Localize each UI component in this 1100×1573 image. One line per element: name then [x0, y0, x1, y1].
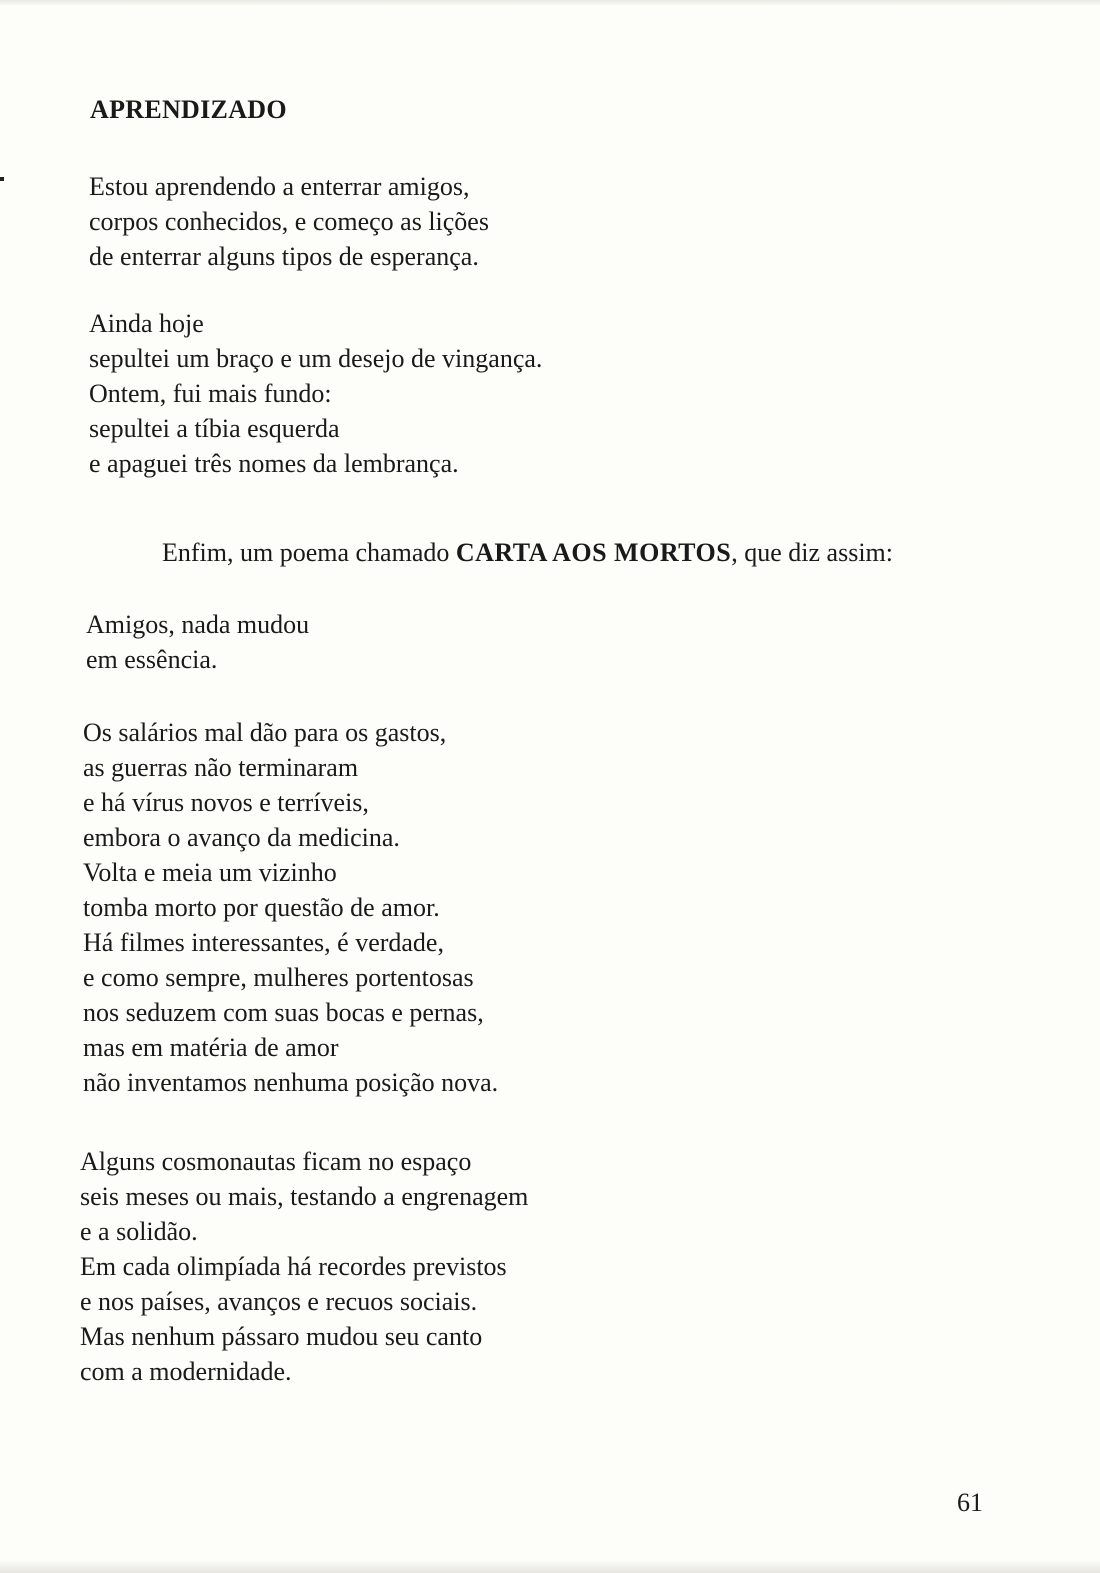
scan-mark	[0, 177, 4, 181]
poem-line: corpos conhecidos, e começo as lições	[89, 207, 489, 236]
poem-line: Volta e meia um vizinho	[83, 858, 337, 887]
poem-line: e nos países, avanços e recuos sociais.	[80, 1287, 478, 1316]
poem-intro	[162, 538, 893, 568]
page-number: 61	[957, 1488, 983, 1517]
scan-edge-top	[0, 0, 1100, 6]
poem-line: Amigos, nada mudou	[86, 610, 310, 639]
poem2-stanza-1	[86, 607, 309, 677]
poem-line: Há filmes interessantes, é verdade,	[83, 928, 444, 957]
poem-line: não inventamos nenhuma posição nova.	[83, 1068, 499, 1097]
poem-line: tomba morto por questão de amor.	[83, 893, 440, 922]
poem-line: sepultei um braço e um desejo de vingança.	[89, 344, 543, 373]
poem-line: Em cada olimpíada há recordes previstos	[80, 1252, 507, 1281]
poem-line: embora o avanço da medicina.	[83, 823, 400, 852]
poem1-stanza-1	[89, 169, 489, 274]
poem-line: e apaguei três nomes da lembrança.	[89, 449, 459, 478]
poem-title: APRENDIZADO	[90, 95, 287, 124]
poem-line: Estou aprendendo a enterrar amigos,	[89, 172, 470, 201]
poem-line: de enterrar alguns tipos de esperança.	[89, 242, 479, 271]
poem-line: sepultei a tíbia esquerda	[89, 414, 340, 443]
poem-line: com a modernidade.	[80, 1357, 292, 1386]
poem-line: mas em matéria de amor	[83, 1033, 339, 1062]
poem1-stanza-2	[89, 306, 542, 481]
poem-line: e há vírus novos e terríveis,	[83, 788, 369, 817]
poem-line: Os salários mal dão para os gastos,	[83, 718, 447, 747]
poem-line: e como sempre, mulheres portentosas	[83, 963, 474, 992]
poem-line: Ontem, fui mais fundo:	[89, 379, 332, 408]
poem-line: Alguns cosmonautas ficam no espaço	[80, 1147, 472, 1176]
poem2-stanza-2	[83, 715, 498, 1100]
poem-line: Ainda hoje	[89, 309, 204, 338]
scan-edge-bottom	[0, 1560, 1100, 1573]
intro-after: , que diz assim:	[731, 538, 894, 567]
poem2-stanza-3	[80, 1144, 528, 1389]
poem-line: as guerras não terminaram	[83, 753, 359, 782]
intro-before: Enfim, um poema chamado	[162, 538, 456, 567]
poem-name: CARTA AOS MORTOS	[455, 538, 732, 567]
poem-line: em essência.	[86, 645, 218, 674]
poem-line: seis meses ou mais, testando a engrenagem	[80, 1182, 529, 1211]
poem-line: e a solidão.	[80, 1217, 198, 1246]
poem-line: Mas nenhum pássaro mudou seu canto	[80, 1322, 483, 1351]
poem-line: nos seduzem com suas bocas e pernas,	[83, 998, 484, 1027]
